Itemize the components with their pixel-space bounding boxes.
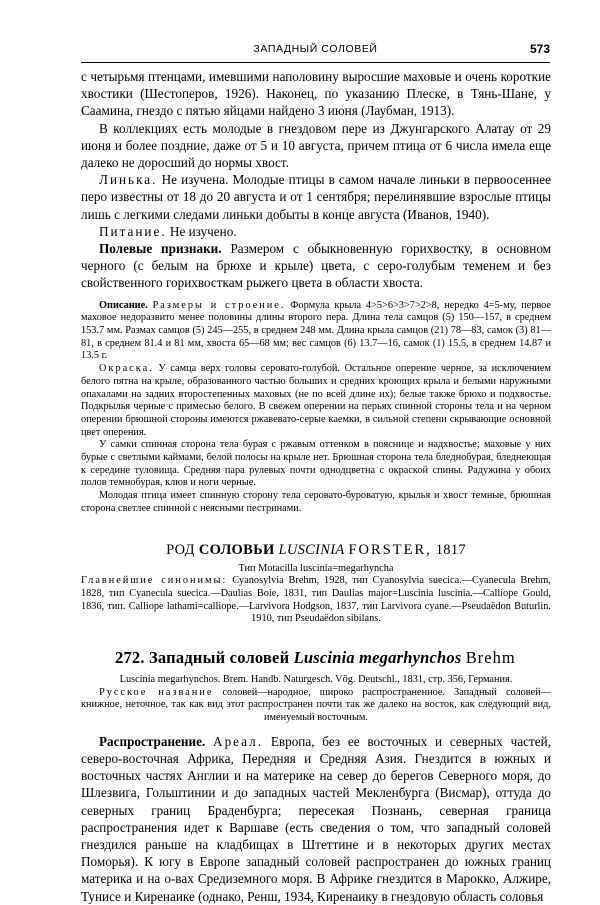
synonyms-text: Cyanosylvia Brehm, 1928, тип Cyanosylvia suecica.—Cyanecula Brehm, 1828, тип Cyanecula suecica.—Daulias Boie, 1831, тип Daulias major=Luscinia luscinia.—Calliope Gould, 1836, тип. Calliope lathami=calliope.—Larvivora Hodgson, 1837, тип Larvivora cyane.—Pseudaëdon Buturlin. 1910, тип Pseudaëdon sibilans. — [81, 575, 551, 625]
species-citation: Luscinia megarhynchos. Brem. Handb. Naturgesch. Vög. Deutschl., 1831, стр. 356, Германия. — [119, 673, 513, 685]
feeding-heading: Питание. — [99, 223, 167, 239]
field-marks-heading: Полевые признаки. — [99, 241, 222, 257]
species-number: 272. — [115, 647, 145, 667]
russian-name-heading: Русское название — [99, 686, 214, 698]
synonyms-heading: Главнейшие синонимы: — [81, 575, 228, 587]
size-text: Формула крыла 4>5>6>3>7>2>8, нередко 4=5-му, первое маховое недоразвито менее половины длины второго пера. Длина тела самцов (5) 150—157, в среднем 153.7 мм. Размах самцов (5) 245—255, в среднем 248 мм. Длина крыла самцов (21) 78—83, самок (3) 81—81, в среднем 81.4 и 81 мм, хвоста 65—68 мм; вес самцов (6) 13.7—16, самок (1) 15.5, в среднем 14.87 и 13.5 г. — [81, 299, 552, 362]
feeding-text: Не изучено. — [169, 223, 237, 239]
collections-paragraph: В коллекциях есть молодые в гнездовом пере из Джунгарского Алатау от 29 июня и более поздние, даже от 5 и 10 августа, причем птица от 6 числа имела еще далеко не доросший до нормы хвост. — [81, 120, 551, 171]
distribution-text: Европа, без ее восточных и северных частей, северо-восточная Африка, Передняя и Средняя Азия. Гнездится в южных и восточных частях Англии и на материке на север до берегов Северного моря, до Шлезвига, Гольштинии и до западных частей Мекленбурга (Висмар), оттуда до северных границ Браденбурга; пересекая Познань, северная граница распространения идет к Варшаве (есть сведения о том, что западный соловей гнездился раньше на кладбищах в Штеттине и в некоторых других местах Поморья). К югу в Европе западный соловей распространен до южных границ материка и на о-вах Средиземного моря. В Африке гнездится в Марокко, Алжире, Тунисе и Киренаике (однако, Ренш, 1934, Киренаику в гнездовую область соловья — [81, 733, 551, 904]
page-header — [81, 40, 550, 63]
molt-paragraph — [81, 171, 551, 223]
distribution-paragraph — [81, 733, 551, 905]
species-name: Западный соловей — [149, 647, 290, 667]
genus-synonyms — [81, 575, 551, 626]
description-paragraph — [81, 300, 551, 364]
distribution-heading: Распространение. — [99, 733, 206, 749]
feeding-paragraph — [81, 223, 551, 240]
female-paragraph: У самки спинная сторона тела бурая с ржавым оттенком в пояснице и надхвостье; маховые у них бурые с светлыми каймами, белой полосы на крыле нет. Брюшная сторона тела бледнобурая, бледнеющая к середине туловища. Средняя пара рулевых почти однодцветна с окраской спины. Радужина у обоих полов темнобурая, клюв и ноги черные. — [81, 439, 551, 489]
species-author: Brehm — [465, 647, 516, 667]
species-latin-name: Luscinia megarhynchos — [293, 647, 462, 667]
russian-name-text: соловей—народное, широко распространенное. Западный соловей—книжное, неточное, так как вид этот распространен почти так же далеко на восток, как следующий вид, именуемый восточным. — [81, 686, 551, 724]
page-number: 573 — [529, 42, 550, 56]
molt-heading: Линька. — [99, 172, 158, 188]
size-heading: Размеры и строение. — [152, 299, 286, 311]
juvenile-paragraph: Молодая птица имеет спинную сторону тела серовато-буроватую, крылья и хвост темные, брюшная сторона светлее спинной с неясными пестринами. — [81, 490, 551, 514]
molt-text: Не изучена. Молодые птицы в самом начале линьки в первоосеннее перо известны от 18 до 20 августа и от 1 сентября; перелинявшие взрослые птицы лишь с легкими следами линьки добыты в конце августа (Иванов, 1940). — [81, 172, 552, 222]
genus-year: 1817 — [435, 541, 466, 558]
page-content — [81, 68, 551, 905]
coloration-paragraph — [81, 363, 551, 439]
coloration-text: У самца верх головы серовато-голубой. Остальное оперение черное, за исключением белого пятна на крыле, образованного частью больших и средних кроющих крыла и белыми наружными опахалами на задних второстепенных маховых (не по всей длине их); белые также брюхо и подхвостье. Подкрылья черные с примесью белого. В свежем оперении на перьях спинной стороны тела и на черном оперении брюшной стороны имеются ржавевато-серые каемки, в сильной степени скрывающие основной цвет оперения. — [81, 363, 551, 438]
running-head: ЗАПАДНЫЙ СОЛОВЕЙ — [253, 43, 378, 55]
genus-author: FORSTER, — [348, 541, 432, 558]
description-heading: Описание. — [99, 299, 148, 311]
genus-type-line: Тип Motacilla luscinia=megarhyncha — [238, 562, 394, 574]
genus-russian-name: СОЛОВЬИ — [198, 541, 275, 558]
field-marks-text: Размером с обыкновенную горихвостку, в основном черного (с белым на брюхе и крыле) цвета, с серо-голубым теменем и без свойственного горихвосткам рыжего цвета в области хвоста. — [81, 241, 552, 291]
range-heading: Ареал. — [213, 733, 264, 749]
coloration-heading: Окраска. — [99, 363, 154, 375]
genus-prefix: РОД — [166, 541, 195, 558]
species-title — [81, 648, 551, 668]
genus-latin-name: LUSCINIA — [278, 541, 345, 558]
russian-name-paragraph — [81, 687, 551, 725]
field-marks-paragraph — [81, 240, 551, 292]
genus-title — [81, 542, 551, 559]
nest-paragraph: с четырьмя птенцами, имевшими наполовину выросшие маховые и очень короткие хвостики (Шестоперов, 1926). Наконец, по указанию Плеске, в Тянь-Шане, у Саамина, гнездо с пятью яйцами найдено 3 июня (Лаубман, 1913). — [81, 69, 551, 119]
